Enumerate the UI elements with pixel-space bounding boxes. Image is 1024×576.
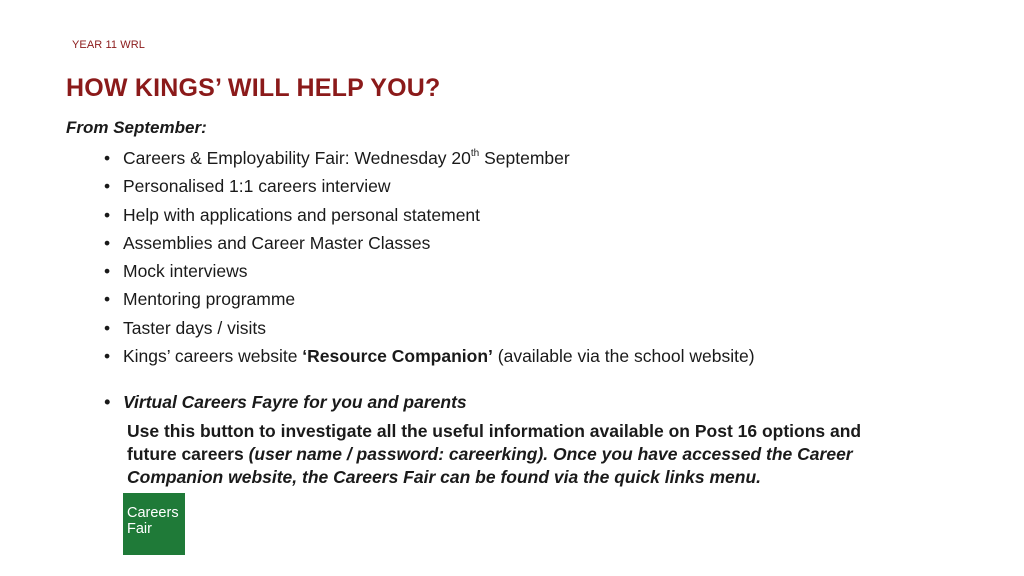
list-item [104, 257, 755, 285]
instruction-line: Use this button to investigate all the useful information available on Post 16 options and [127, 421, 862, 441]
list-item [104, 229, 755, 257]
list-item-text: Mentoring programme [123, 289, 296, 310]
bullet-icon: • [104, 346, 111, 367]
list-item-fair [104, 144, 755, 172]
instruction-line: future careers (user name / password: careerking). Once you have accessed the Career [127, 444, 853, 464]
list-item-website [104, 342, 755, 370]
bullet-icon: • [104, 289, 111, 310]
list-item-text: Taster days / visits [123, 317, 266, 338]
list-item-text: Assemblies and Career Master Classes [123, 232, 431, 253]
slide-title: HOW KINGS’ WILL HELP YOU? [66, 74, 441, 102]
virtual-fayre-instructions [127, 420, 927, 489]
bullet-icon: • [104, 204, 111, 225]
bullet-icon: • [104, 317, 111, 338]
resource-companion-label: ‘Resource Companion’ [302, 346, 493, 367]
instruction-line: Companion website, the Careers Fair can be found via the quick links menu. [127, 467, 762, 487]
careers-fair-label: Careers [127, 505, 179, 521]
bullet-icon: • [104, 176, 111, 197]
list-item [104, 201, 755, 229]
header-label: YEAR 11 WRL [72, 39, 146, 51]
fair-text: Careers & Employability Fair: Wednesday 20th September [123, 148, 570, 168]
bullet-icon: • [104, 148, 111, 168]
list-item-text: Mock interviews [123, 261, 248, 282]
bullet-icon: • [104, 392, 111, 412]
list-item [104, 172, 755, 200]
superscript: th [470, 148, 480, 160]
list-item [104, 314, 755, 342]
bullet-icon: • [104, 232, 111, 253]
list-item-text: Personalised 1:1 careers interview [123, 176, 391, 197]
bullet-icon: • [104, 261, 111, 282]
list-item [104, 285, 755, 313]
virtual-fayre-heading: Virtual Careers Fayre for you and parents [123, 392, 467, 412]
intro-heading: From September: [66, 118, 207, 137]
website-text: Kings’ careers website ‘Resource Companion’ (available via the school website) [123, 346, 755, 367]
list-item-text: Help with applications and personal statement [123, 204, 481, 225]
careers-fair-button[interactable] [123, 493, 185, 555]
bullet-list [104, 144, 755, 370]
virtual-fayre-item [104, 392, 467, 413]
careers-fair-label: Fair [127, 520, 152, 537]
